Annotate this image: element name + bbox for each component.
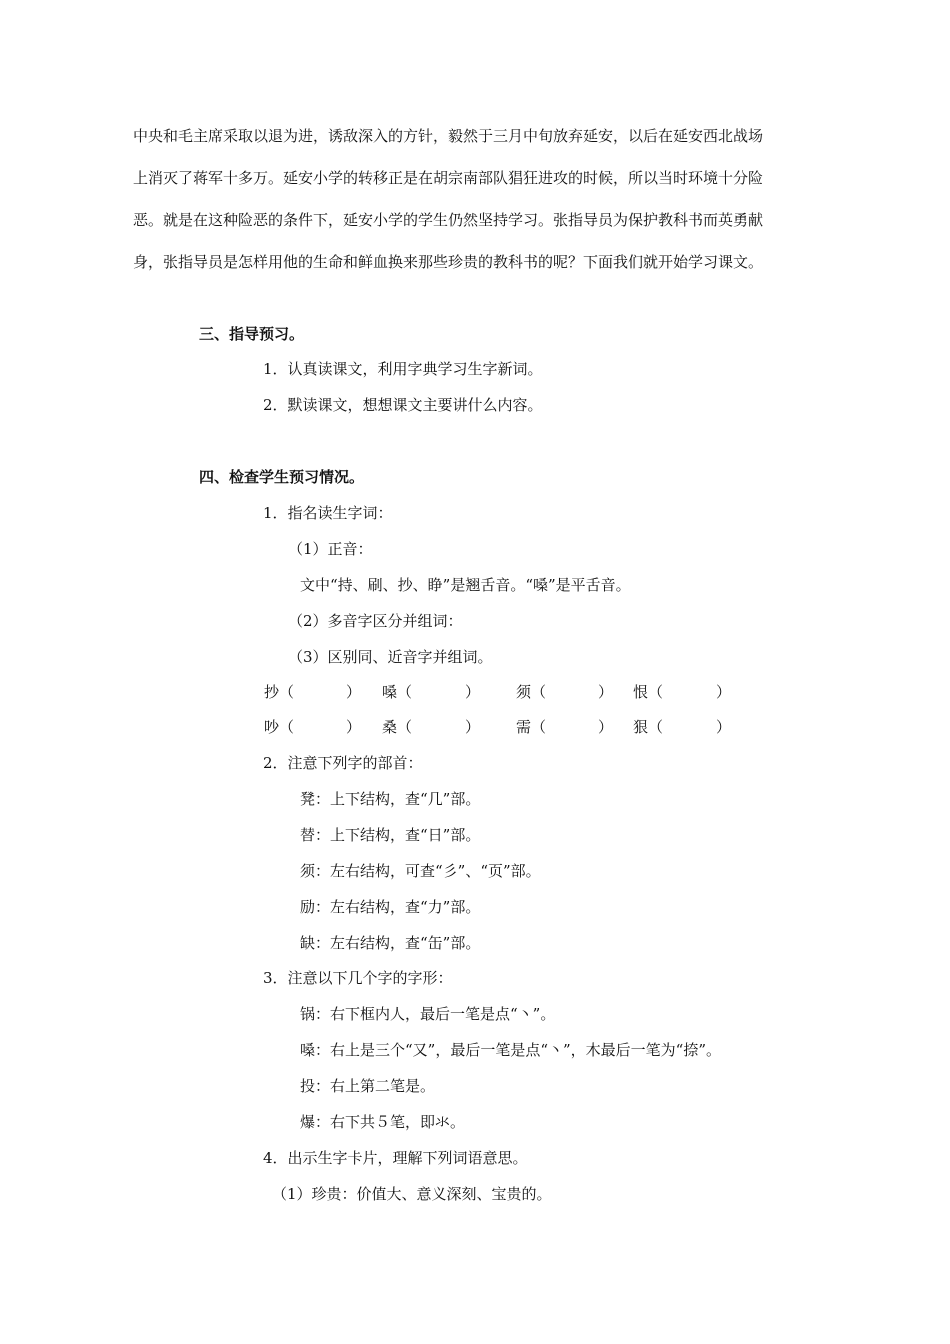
section4-item-4: 4．出示生字卡片，理解下列词语意思。 bbox=[263, 1149, 528, 1167]
word-blank: 嗓（ bbox=[382, 683, 413, 701]
word-blank-close: ） bbox=[346, 718, 362, 736]
sub-2: （2）多音字区分并组词： bbox=[288, 612, 463, 630]
radical-line: 缺：左右结构，查“缶”部。 bbox=[300, 934, 481, 952]
intro-line-1: 中央和毛主席采取以退为进，诱敌深入的方针，毅然于三月中旬放弃延安，以后在延安西北战场 bbox=[133, 127, 764, 145]
intro-line-3: 恶。就是在这种险恶的条件下，延安小学的学生仍然坚持学习。张指导员为保护教科书而英勇献 bbox=[133, 211, 764, 229]
section3-item-1: 1．认真读课文，利用字典学习生字新词。 bbox=[263, 360, 543, 378]
word-blank: 桑（ bbox=[382, 718, 413, 736]
shape-line: 投：右上第二笔是。 bbox=[300, 1077, 436, 1095]
word-blank-close: ） bbox=[598, 683, 614, 701]
shape-line: 锅：右下框内人，最后一笔是点“丶”。 bbox=[300, 1005, 556, 1023]
word-blank-close: ） bbox=[598, 718, 614, 736]
radical-line: 须：左右结构，可查“彡”、“页”部。 bbox=[300, 862, 541, 880]
definition-line: （1）珍贵：价值大、意义深刻、宝贵的。 bbox=[272, 1185, 552, 1203]
word-blank-close: ） bbox=[465, 683, 481, 701]
section3-heading: 三、指导预习。 bbox=[199, 325, 305, 343]
shape-line: 爆：右下共５笔，即氺。 bbox=[300, 1113, 466, 1131]
sub-3: （3）区别同、近音字并组词。 bbox=[288, 648, 493, 666]
word-blank: 狠（ bbox=[633, 718, 664, 736]
sub-1-text: 文中“持、刷、抄、睁”是翘舌音。“嗓”是平舌音。 bbox=[300, 576, 631, 594]
radical-line: 替：上下结构，查“日”部。 bbox=[300, 826, 481, 844]
section4-item-3: 3．注意以下几个字的字形： bbox=[263, 969, 453, 987]
radical-line: 凳：上下结构，查“几”部。 bbox=[300, 790, 481, 808]
word-blank-close: ） bbox=[465, 718, 481, 736]
word-blank-close: ） bbox=[716, 718, 732, 736]
word-blank-close: ） bbox=[346, 683, 362, 701]
section4-item-1: 1．指名读生字词： bbox=[263, 504, 393, 522]
word-blank: 恨（ bbox=[633, 683, 664, 701]
word-blank: 需（ bbox=[516, 718, 547, 736]
word-blank: 抄（ bbox=[264, 683, 295, 701]
section3-item-2: 2．默读课文，想想课文主要讲什么内容。 bbox=[263, 396, 543, 414]
section4-item-2: 2．注意下列字的部首： bbox=[263, 754, 423, 772]
intro-line-4: 身，张指导员是怎样用他的生命和鲜血换来那些珍贵的教科书的呢？下面我们就开始学习课文。 bbox=[133, 253, 764, 271]
radical-line: 励：左右结构，查“力”部。 bbox=[300, 898, 481, 916]
word-blank: 须（ bbox=[516, 683, 547, 701]
intro-line-2: 上消灭了蒋军十多万。延安小学的转移正是在胡宗南部队猖狂进攻的时候，所以当时环境十分险 bbox=[133, 169, 764, 187]
section4-heading: 四、检查学生预习情况。 bbox=[199, 468, 365, 486]
word-blank-close: ） bbox=[716, 683, 732, 701]
sub-1: （1）正音： bbox=[288, 540, 373, 558]
word-blank: 吵（ bbox=[264, 718, 295, 736]
shape-line: 嗓：右上是三个“又”，最后一笔是点“丶”，木最后一笔为“捺”。 bbox=[300, 1041, 722, 1059]
